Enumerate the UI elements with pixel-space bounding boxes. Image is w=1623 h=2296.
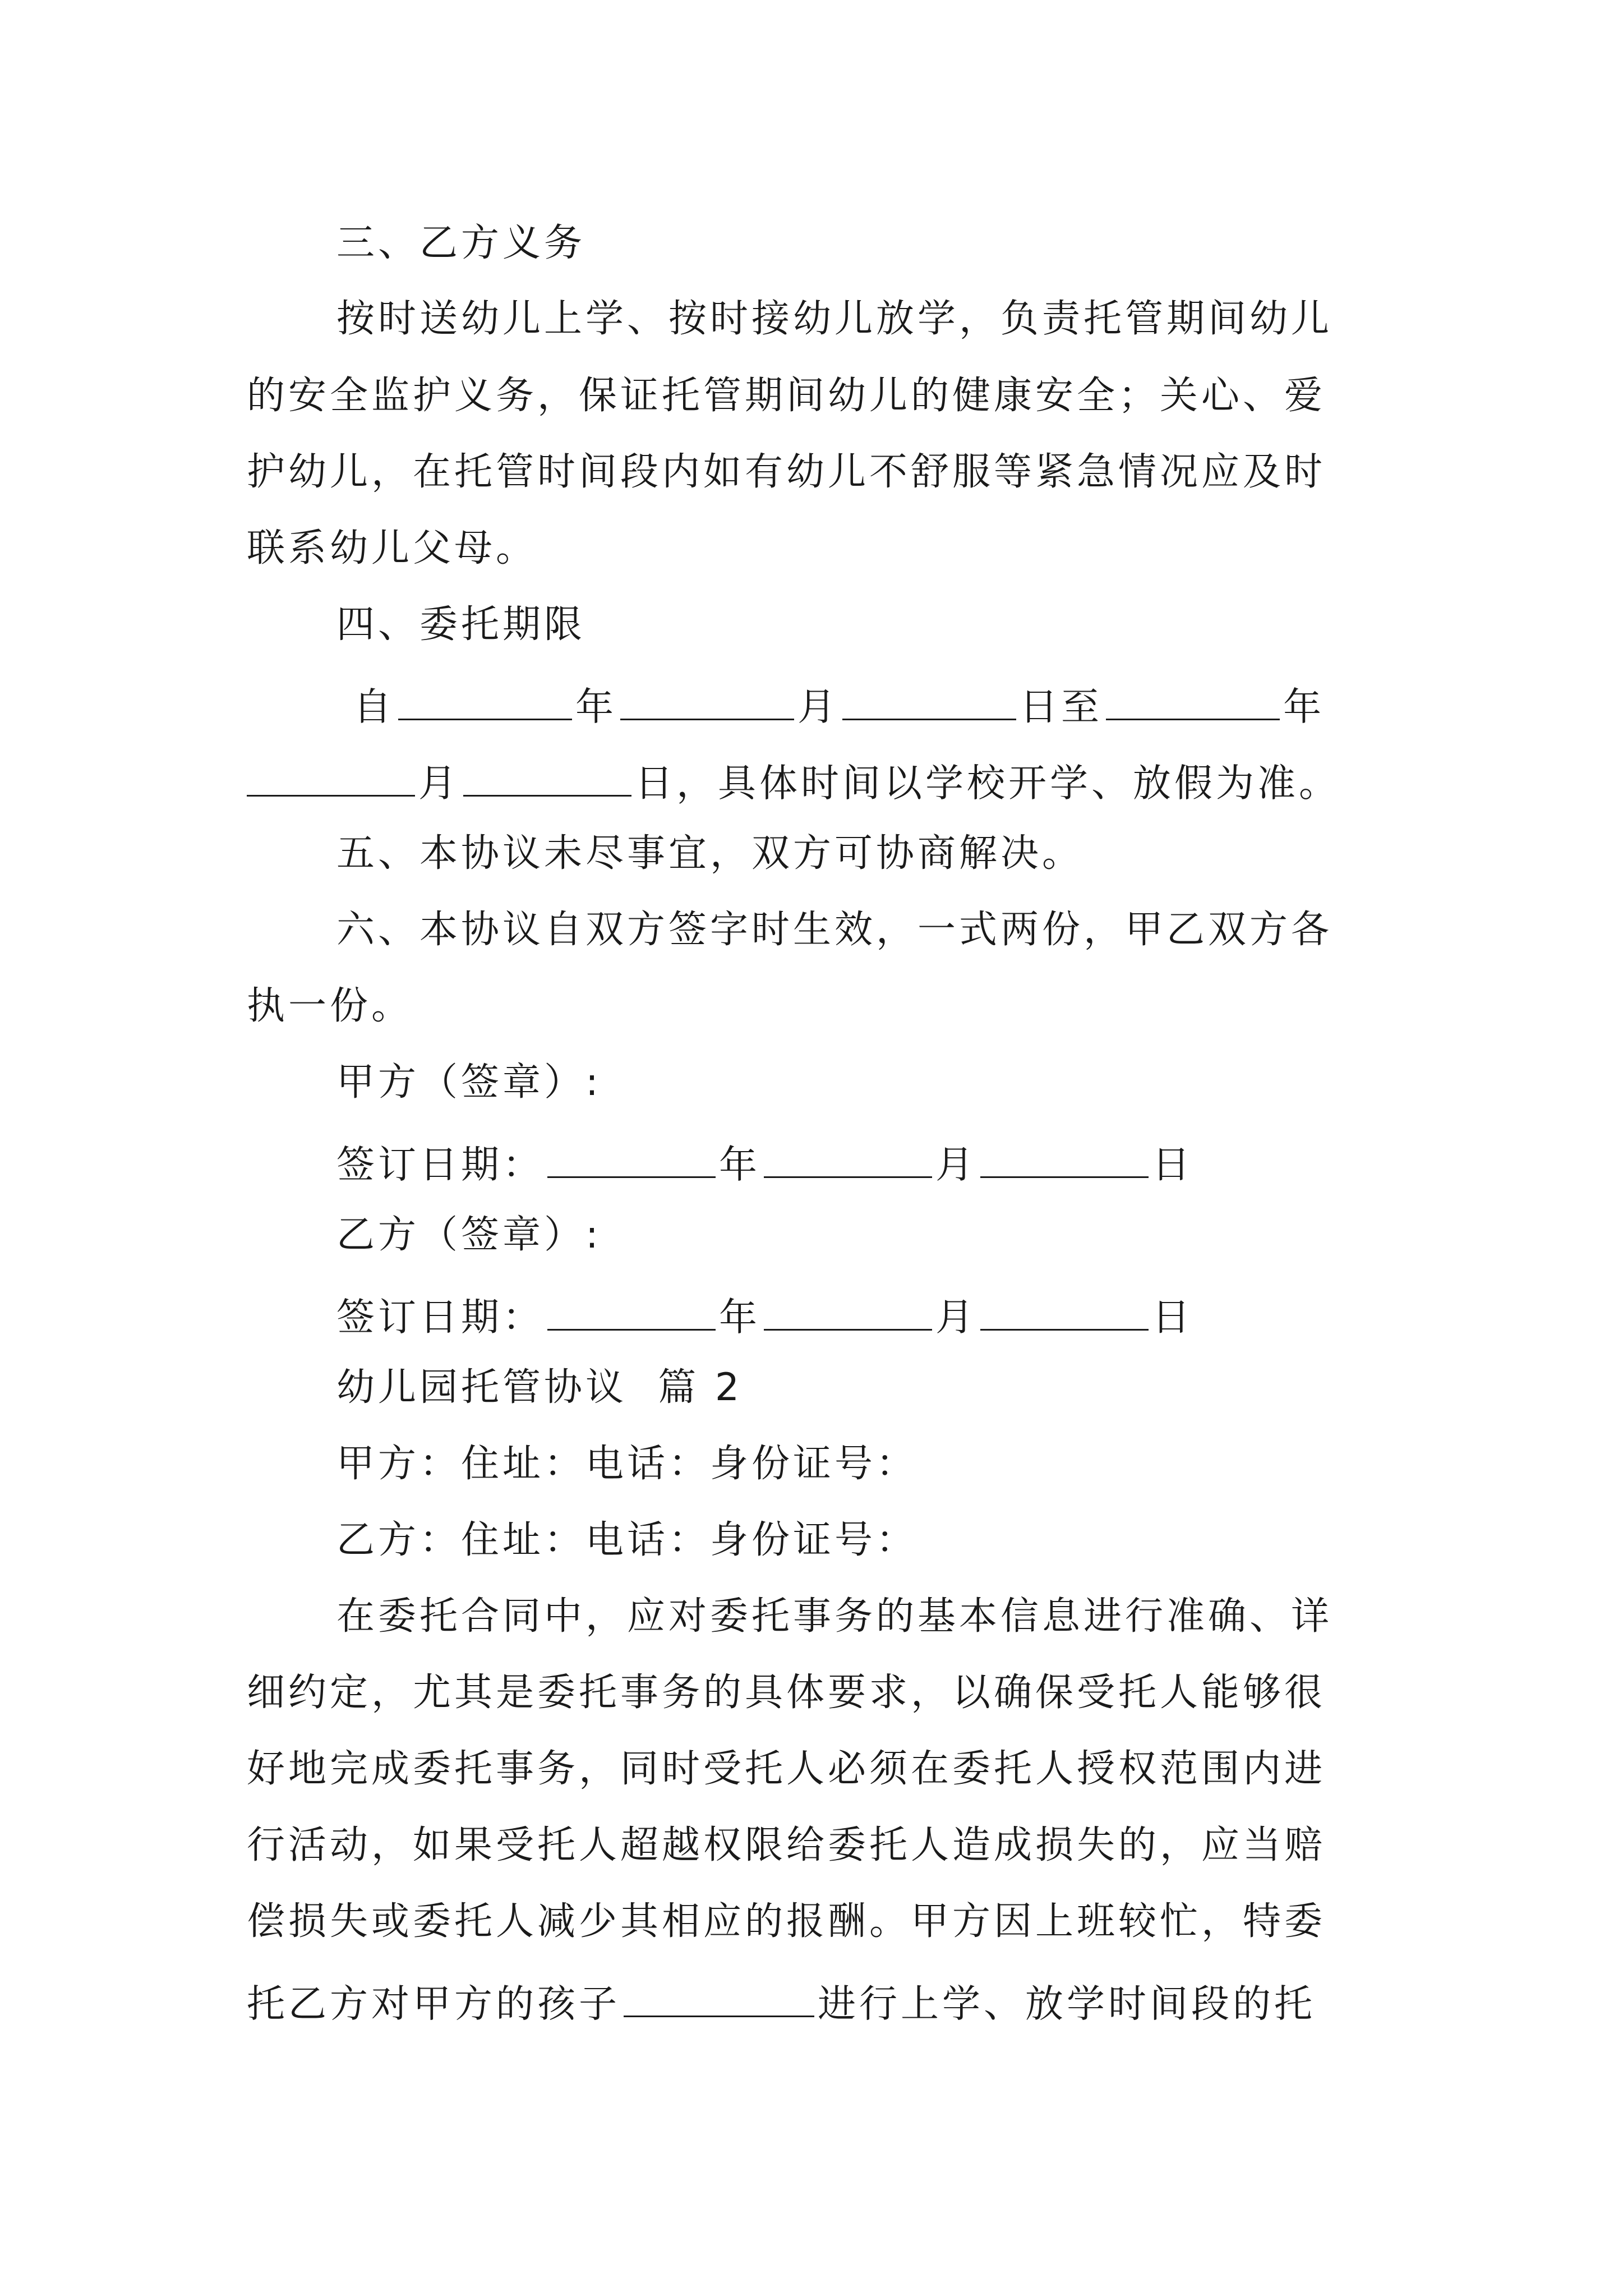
child-name-blank	[624, 1979, 814, 2017]
term-to-label: 日至	[1020, 685, 1103, 730]
term-year-label: 年	[575, 685, 617, 730]
term-start-day-blank	[842, 682, 1016, 720]
sign-year-blank	[547, 1292, 716, 1331]
term-dates-line-2	[247, 758, 1341, 806]
term-start-month-blank	[620, 682, 794, 720]
term-year-label: 年	[1283, 685, 1325, 730]
body-line: 在委托合同中，应对委托事务的基本信息进行准确、详	[336, 1594, 1333, 1639]
sign-day-label: 日	[1152, 1295, 1194, 1340]
body-text: 进行上学、放学时间段的托	[818, 1982, 1316, 2027]
article-2-title: 幼儿园托管协议 篇 2	[336, 1365, 743, 1410]
party-a-info: 甲方：住址：电话：身份证号：	[336, 1442, 918, 1486]
sign-month-blank	[764, 1292, 932, 1331]
term-note: 日，具体时间以学校开学、放假为准。	[635, 761, 1341, 806]
term-month-label: 月	[797, 685, 840, 730]
section-3-line: 联系幼儿父母。	[247, 526, 538, 570]
party-b-info: 乙方：住址：电话：身份证号：	[336, 1518, 918, 1562]
sign-month-blank	[764, 1140, 932, 1178]
body-line: 细约定，尤其是委托事务的具体要求，以确保受托人能够很	[247, 1671, 1326, 1715]
sign-date-label: 签订日期：	[336, 1295, 545, 1340]
section-4-heading: 四、委托期限	[336, 602, 586, 647]
term-start-year-blank	[398, 682, 572, 720]
section-6-line: 执一份。	[247, 984, 413, 1028]
section-5: 五、本协议未尽事宜，双方可协商解决。	[336, 831, 1084, 876]
sign-date-b	[336, 1292, 1194, 1340]
body-line: 偿损失或委托人减少其相应的报酬。甲方因上班较忙，特委	[247, 1899, 1326, 1944]
sign-day-blank	[980, 1292, 1149, 1331]
body-last-line	[247, 1979, 1316, 2027]
body-line: 好地完成委托事务，同时受托人必须在委托人授权范围内进	[247, 1747, 1326, 1791]
term-from-label: 自	[353, 685, 395, 730]
sign-month-label: 月	[935, 1143, 978, 1188]
term-month-label: 月	[418, 761, 460, 806]
sign-year-label: 年	[719, 1295, 761, 1340]
term-dates-line-1	[353, 682, 1325, 730]
section-3-heading: 三、乙方义务	[336, 221, 586, 265]
term-end-year-blank	[1106, 682, 1280, 720]
section-3-line: 的安全监护义务，保证托管期间幼儿的健康安全；关心、爱	[247, 374, 1326, 418]
sign-year-label: 年	[719, 1143, 761, 1188]
body-text: 托乙方对甲方的孩子	[247, 1982, 621, 2027]
sign-year-blank	[547, 1140, 716, 1178]
sign-day-blank	[980, 1140, 1149, 1178]
party-a-signature-label: 甲方（签章）:	[336, 1060, 602, 1105]
body-line: 行活动，如果受托人超越权限给委托人造成损失的，应当赔	[247, 1823, 1326, 1867]
party-b-signature-label: 乙方（签章）:	[336, 1213, 602, 1257]
sign-month-label: 月	[935, 1295, 978, 1340]
term-end-month-blank	[247, 758, 415, 797]
section-6-line: 六、本协议自双方签字时生效，一式两份，甲乙双方各	[336, 908, 1333, 952]
term-end-day-blank	[463, 758, 631, 797]
sign-date-a	[336, 1140, 1194, 1188]
section-3-line: 按时送幼儿上学、按时接幼儿放学，负责托管期间幼儿	[336, 297, 1333, 341]
sign-date-label: 签订日期：	[336, 1143, 545, 1188]
sign-day-label: 日	[1152, 1143, 1194, 1188]
section-3-line: 护幼儿，在托管时间段内如有幼儿不舒服等紧急情况应及时	[247, 450, 1326, 494]
